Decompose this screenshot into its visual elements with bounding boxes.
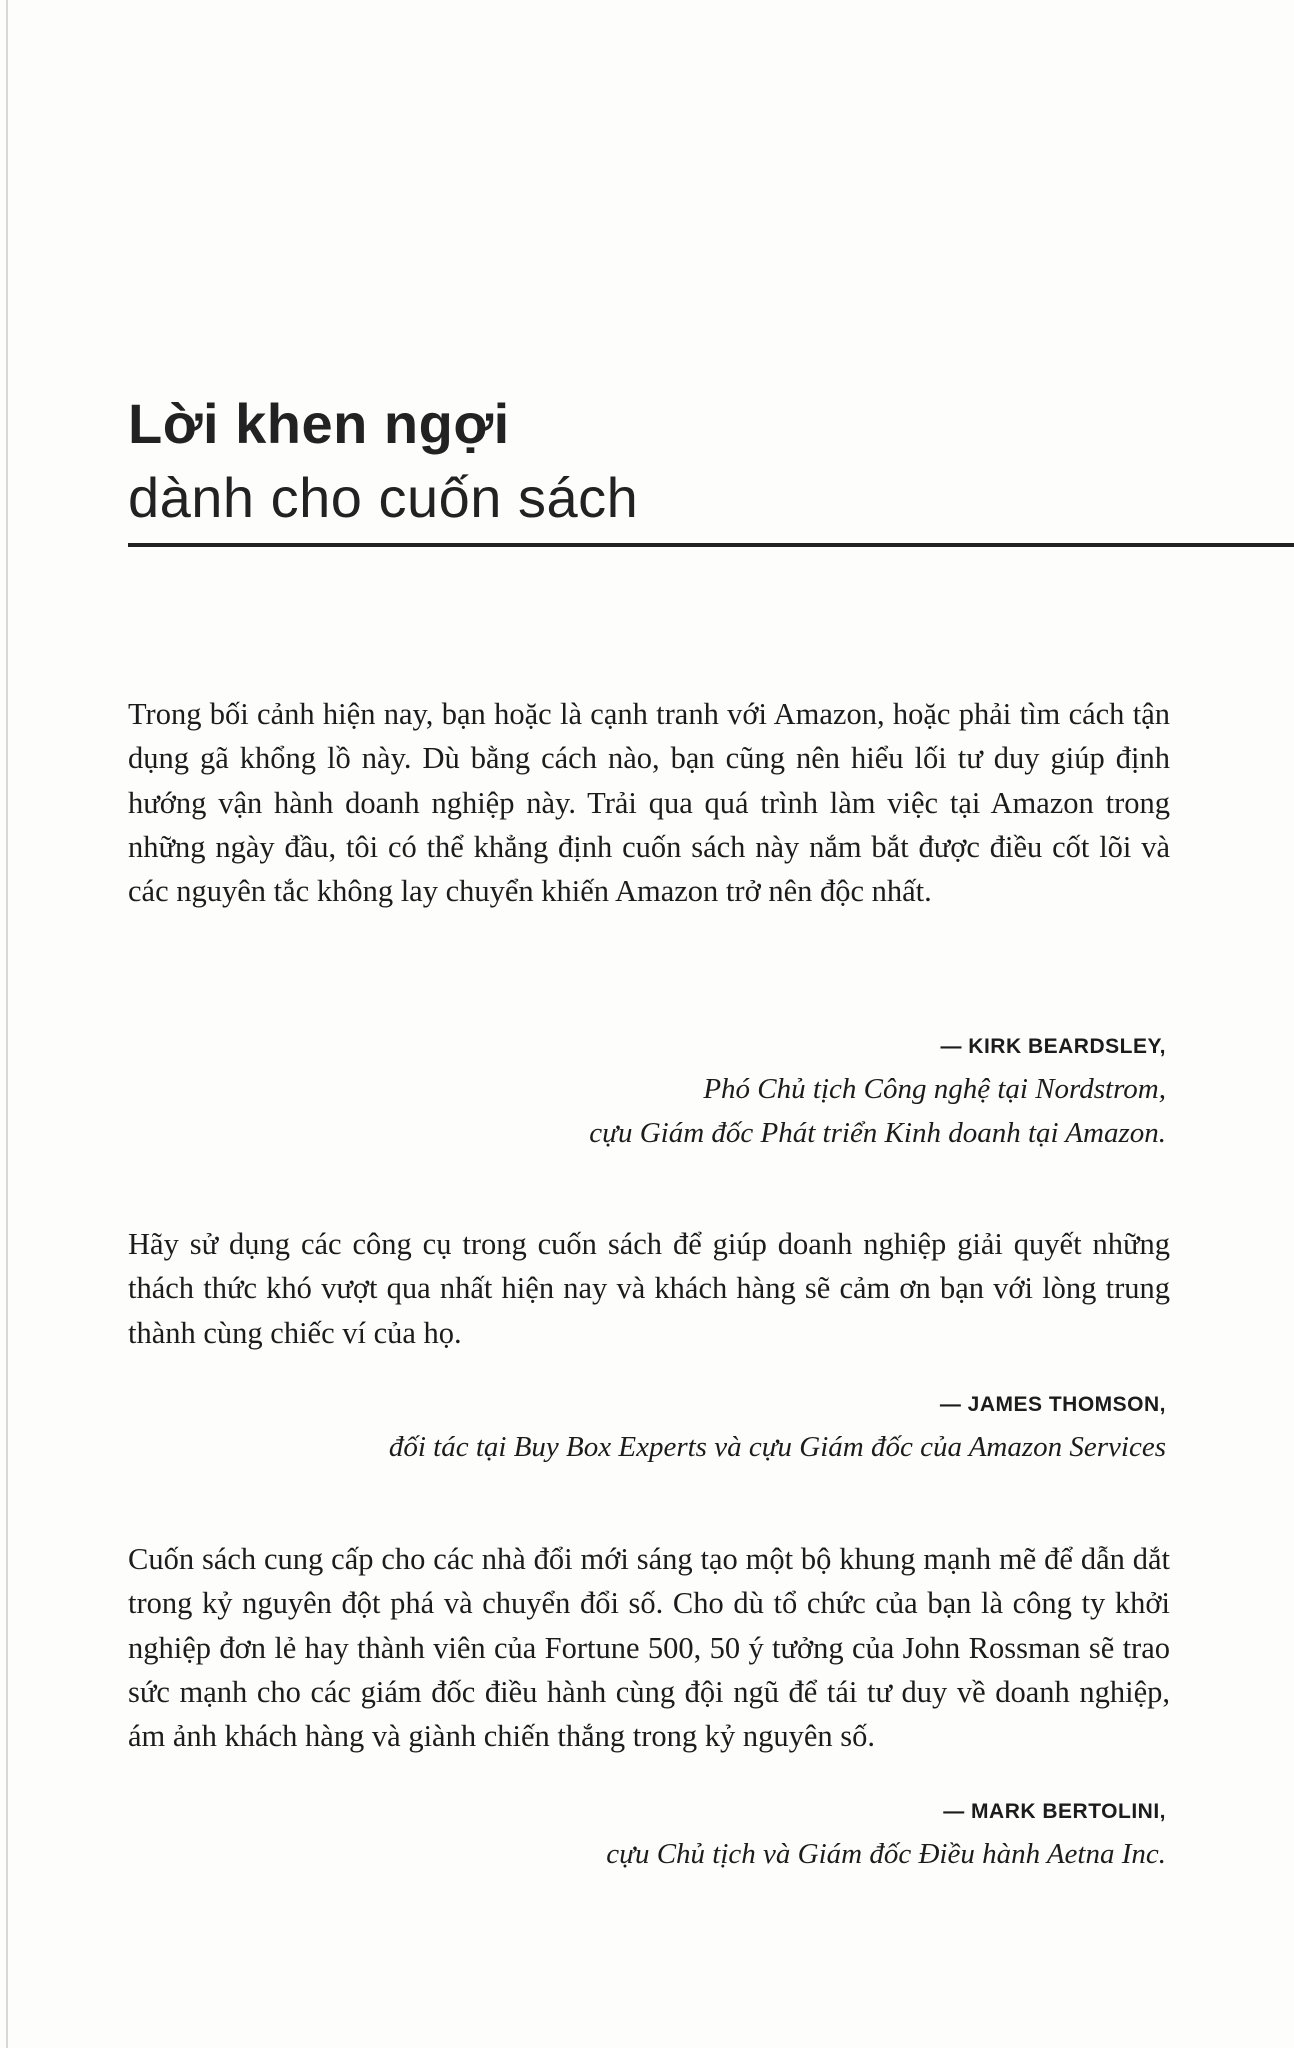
heading-divider [128,543,1294,547]
page-subtitle: dành cho cuốn sách [128,466,639,529]
page-edge [6,0,8,2048]
attribution-name: — MARK BERTOLINI, [943,1800,1166,1823]
attribution-name: — JAMES THOMSON, [939,1393,1166,1416]
testimonial-attribution [124,1792,1166,1876]
attribution-name: — KIRK BEARDSLEY, [940,1035,1166,1058]
attribution-role: Phó Chủ tịch Công nghệ tại Nordstrom, [703,1073,1166,1105]
page-heading [128,388,1294,536]
page-title: Lời khen ngợi [128,392,510,455]
testimonial-quote: Cuốn sách cung cấp cho các nhà đổi mới sáng tạo một bộ khung mạnh mẽ để dẫn dắt trong kỷ nguyên đột phá và chuyển đổi số. Cho dù tổ chức của bạn là công ty khởi nghiệp đơn lẻ hay thành viên của Fortune 500, 50 ý tưởng của John Rossman sẽ trao sức mạnh cho các giám đốc điều hành cùng đội ngũ để tái tư duy về doanh nghiệp, ám ảnh khách hàng và giành chiến thắng trong kỷ nguyên số. [128,1542,1170,1754]
attribution-role: đối tác tại Buy Box Experts và cựu Giám đốc của Amazon Services [388,1431,1166,1463]
attribution-role: cựu Giám đốc Phát triển Kinh doanh tại Amazon. [589,1117,1166,1149]
attribution-role: cựu Chủ tịch và Giám đốc Điều hành Aetna Inc. [606,1838,1166,1870]
testimonial-quote: Hãy sử dụng các công cụ trong cuốn sách để giúp doanh nghiệp giải quyết những thách thức khó vượt qua nhất hiện nay và khách hàng sẽ cảm ơn bạn với lòng trung thành cùng chiếc ví của họ. [128,1227,1170,1350]
testimonial-attribution [124,1385,1166,1469]
testimonial-attribution [124,1027,1166,1155]
testimonial-quote: Trong bối cảnh hiện nay, bạn hoặc là cạnh tranh với Amazon, hoặc phải tìm cách tận dụng gã khổng lồ này. Dù bằng cách nào, bạn cũng nên hiểu lối tư duy giúp định hướng vận hành doanh nghiệp này. Trải qua quá trình làm việc tại Amazon trong những ngày đầu, tôi có thể khẳng định cuốn sách này nắm bắt được điều cốt lõi và các nguyên tắc không lay chuyển khiến Amazon trở nên độc nhất. [128,697,1170,909]
